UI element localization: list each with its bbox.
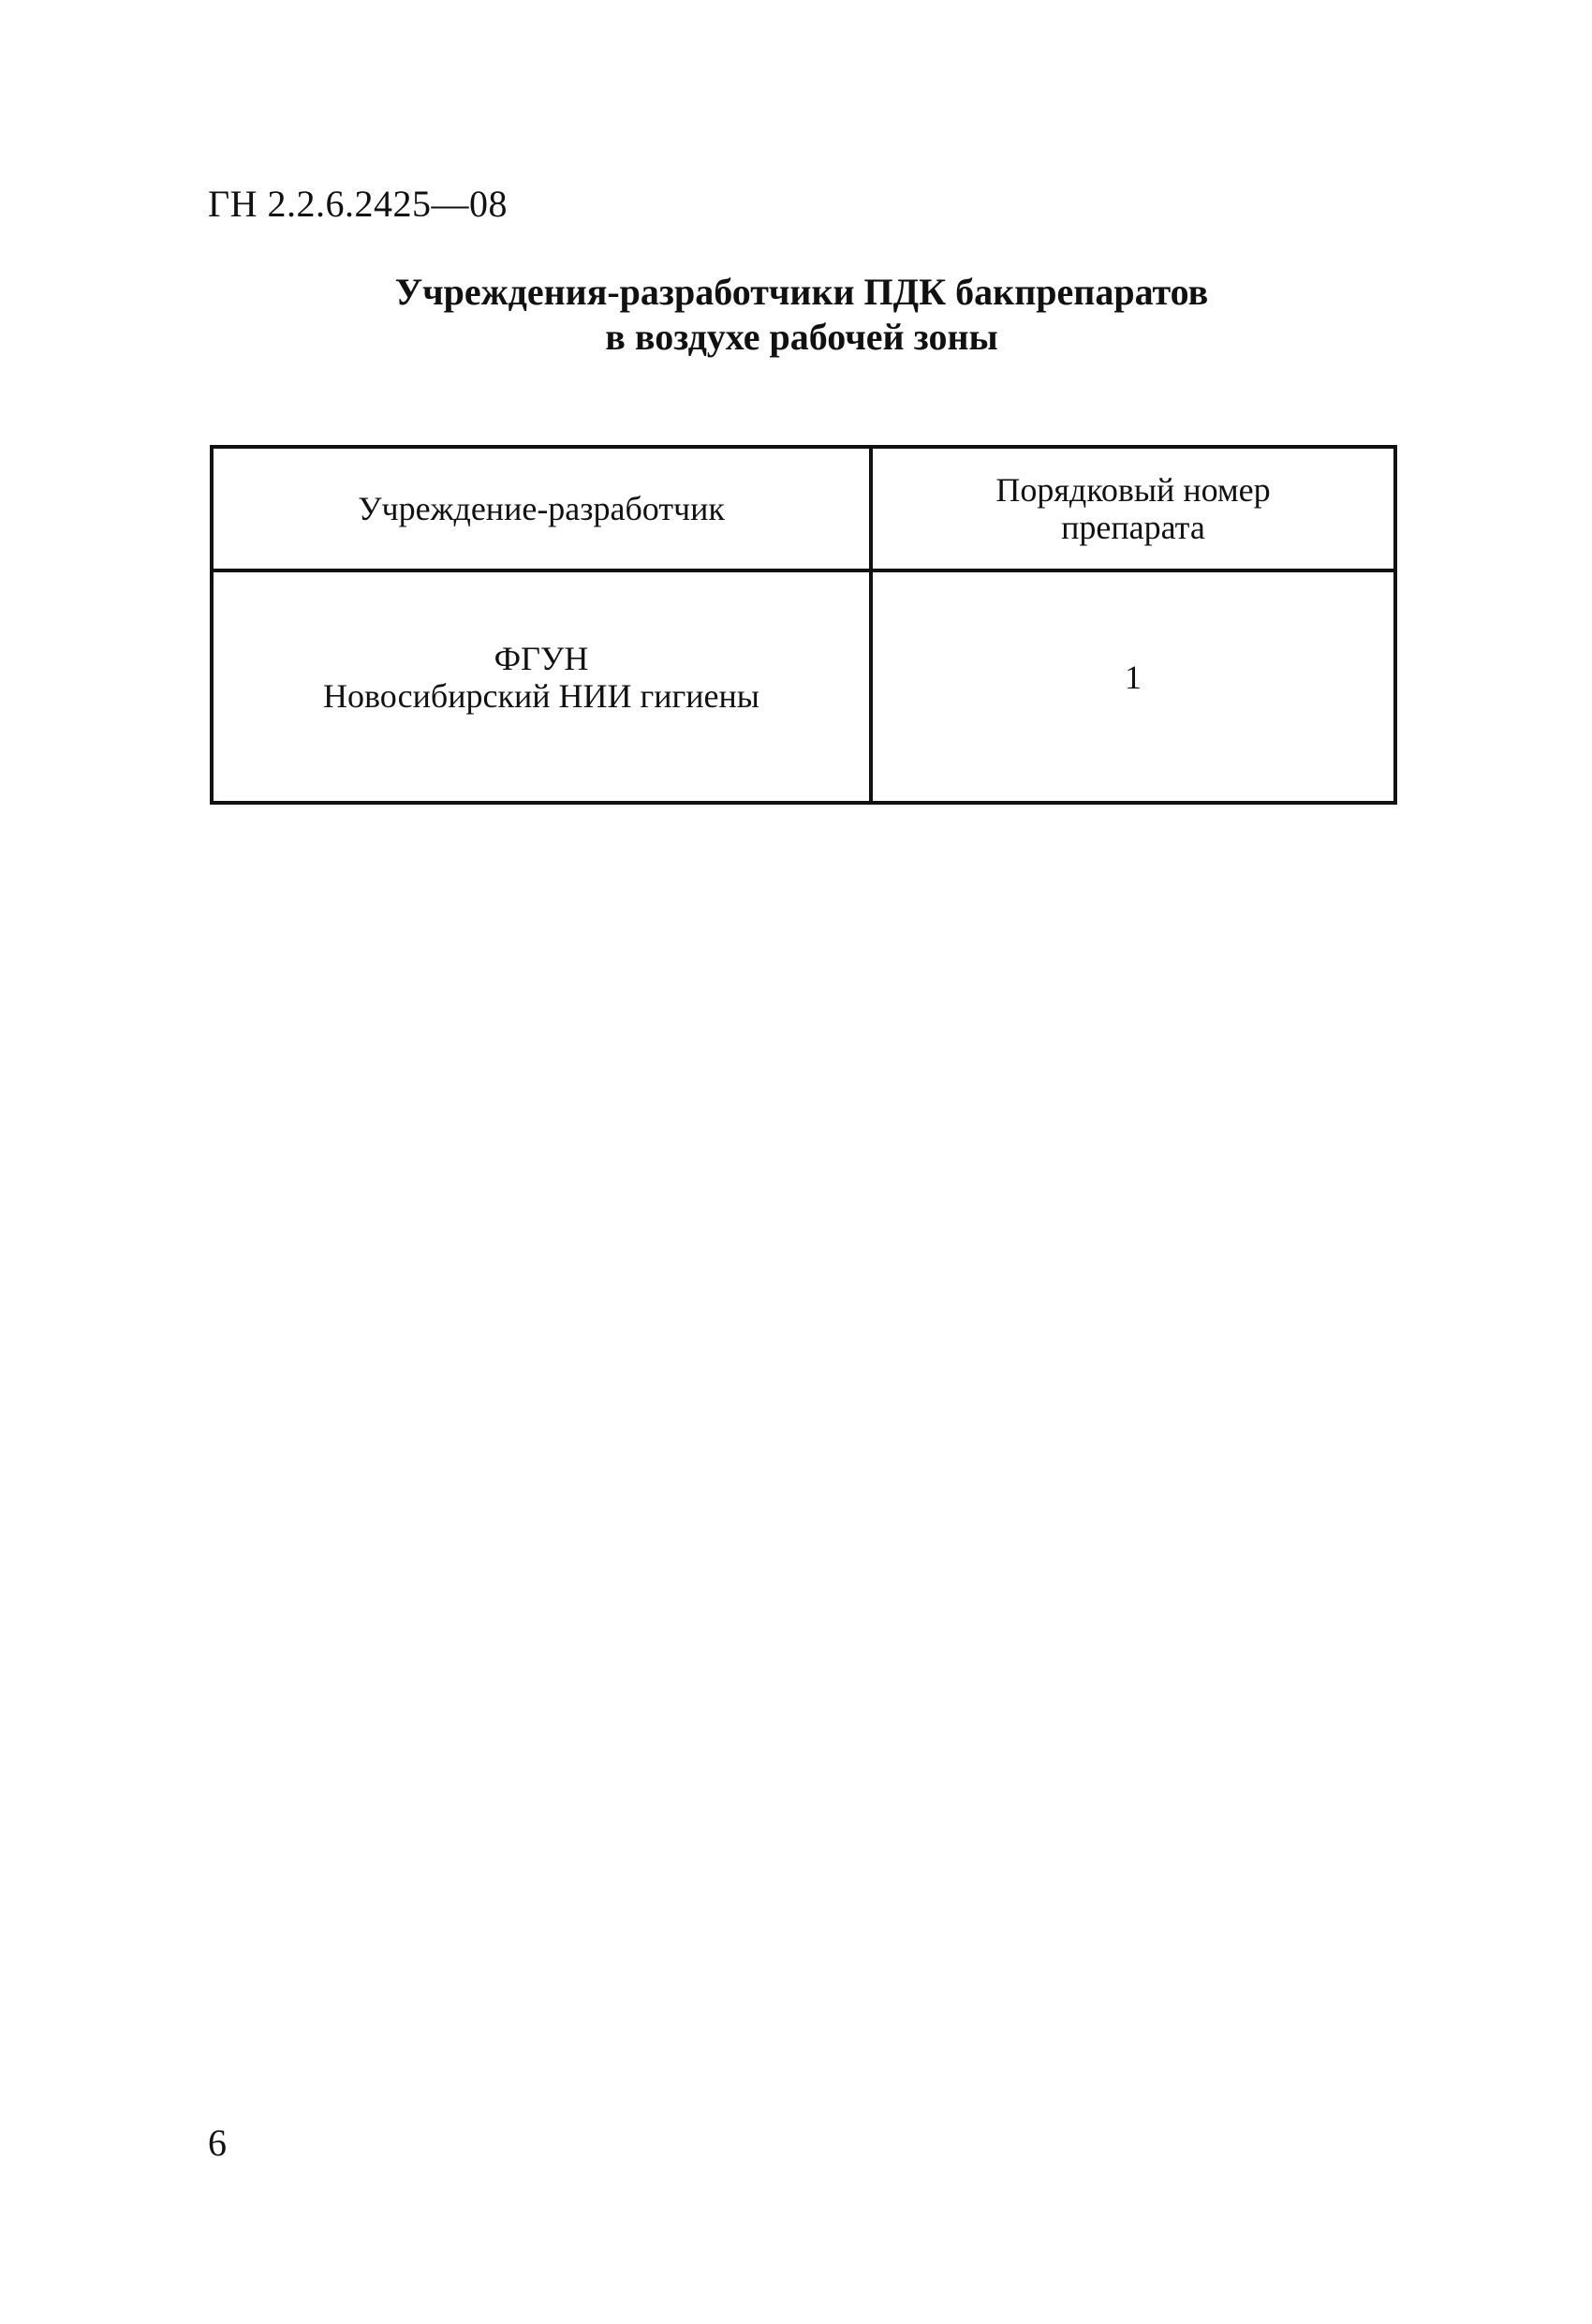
document-title-line-1: Учреждения-разработчики ПДК бакпрепаратов (394, 271, 1209, 313)
header-developer (214, 449, 873, 572)
document-code: ГН 2.2.6.2425—08 (208, 183, 509, 225)
developers-table (210, 445, 1397, 805)
developer-line-1: ФГУН (494, 640, 589, 677)
table-row-number (873, 572, 1393, 801)
header-developer-label: Учреждение-разработчик (358, 490, 725, 527)
header-number (873, 449, 1393, 572)
page-number: 6 (208, 2122, 227, 2164)
header-number-line-1: Порядковый номер (995, 471, 1271, 509)
table-row-developer (214, 572, 873, 801)
preparation-number: 1 (1125, 659, 1142, 696)
developer-line-2: Новосибирский НИИ гигиены (323, 677, 759, 715)
document-title-line-2: в воздухе рабочей зоны (605, 316, 998, 358)
header-number-line-2: препарата (1061, 509, 1205, 546)
document-title (208, 270, 1395, 360)
